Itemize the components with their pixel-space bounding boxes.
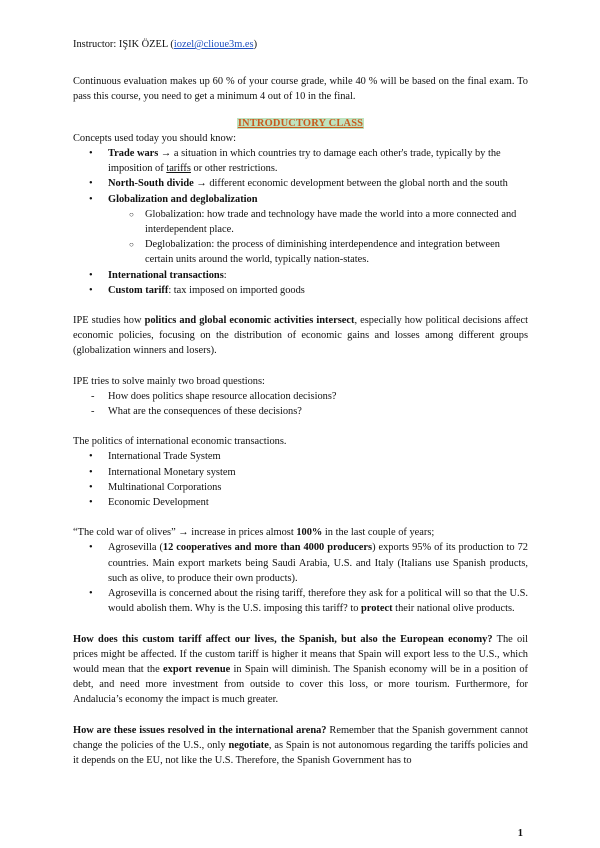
bold-question: How does this custom tariff affect our lives, the Spanish, but also the European economy? [73, 633, 493, 645]
term-international-transactions: International transactions [108, 269, 224, 281]
bold-phrase: export revenue [163, 663, 231, 675]
term-north-south: North-South divide [108, 178, 194, 190]
list-item: ○ Deglobalization: the process of diminishing interdependence and integration between certain units around the world, typically nation-states. [73, 237, 528, 267]
bold-phrase: 12 cooperatives and more than 4000 producers [162, 542, 373, 554]
list-item: • International Trade System [73, 449, 528, 464]
body-text: Agrosevilla is concerned about the rising tariff, therefore they ask for a political will so that the U.S. would abolish them. Why is the U.S. imposing this tariff? to [108, 588, 528, 615]
list-item: ○ Globalization: how trade and technology have made the world into a more connected and interdependent place. [73, 207, 528, 237]
list-item [73, 192, 528, 207]
arrow-icon: → [158, 148, 174, 160]
bold-phrase: negotiate [228, 739, 269, 751]
list-item [73, 540, 528, 586]
evaluation-paragraph: Continuous evaluation makes up 60 % of your course grade, while 40 % will be based on the final exam. To pass this course, you need to get a minimum 4 out of 10 in the final. [73, 76, 528, 103]
ipe-paragraph [73, 313, 528, 359]
concepts-list [73, 146, 528, 207]
body-text: IPE studies how [73, 315, 145, 327]
page-content [73, 37, 528, 768]
body-text: The oil prices might be affected. If the custom tariff is higher it means that Spain will export less to the U.S., which would mean that the [73, 633, 528, 675]
body-text: “The cold war of olives” → increase in prices almost [73, 527, 297, 539]
list-item [73, 146, 528, 176]
section-title-wrap [73, 116, 528, 131]
body-text: in Spain will diminish. The Spanish economy will be in a position of debt, and need more investment from outside to cover this loss, or more tourism. Furthermore, for Andalucia’s economy the impact is much greater. [73, 663, 528, 706]
body-text: ) exports 95% of its production to 72 countries. Main export markets being Saudi Arabia, U.S. and Italy (Italians use Spanish products, such as olive, to produce their own products). [108, 542, 528, 584]
list-item [73, 176, 528, 191]
concepts-list-continued [73, 268, 528, 298]
list-item: - How does politics shape resource allocation decisions? [73, 389, 528, 404]
list-item: • Multinational Corporations [73, 480, 528, 495]
section-title: INTRODUCTORY CLASS [237, 117, 364, 129]
body-text: Agrosevilla ( [108, 542, 163, 554]
concepts-intro: Concepts used today you should know: [73, 132, 237, 144]
olives-intro [73, 525, 528, 540]
instructor-close: ) [253, 39, 258, 50]
globalization-sublist [73, 207, 528, 268]
list-item: • International Monetary system [73, 465, 528, 480]
bold-phrase: protect [361, 603, 393, 615]
list-item: • Economic Development [73, 495, 528, 510]
page-number: 1 [517, 828, 523, 839]
body-text: , as Spain is not autonomous regarding the tariffs policies and it depends on the EU, not like the U.S. Therefore, the Spanish Government has to [73, 739, 529, 766]
instructor-line [73, 37, 528, 52]
list-item [73, 268, 528, 283]
instructor-label: Instructor: IŞIK ÖZEL ( [73, 39, 174, 50]
term-custom-tariff: Custom tariff [108, 284, 169, 296]
bold-phrase: politics and global economic activities intersect [144, 315, 355, 327]
instructor-email-link[interactable]: iozel@clioue3m.es [173, 39, 254, 50]
transactions-list [73, 449, 528, 510]
list-item [73, 283, 528, 298]
arena-question-paragraph [73, 723, 528, 769]
transactions-intro: The politics of international economic transactions. [73, 436, 287, 448]
ipe-questions-intro: IPE tries to solve mainly two broad questions: [73, 375, 265, 387]
body-text: Remember that the Spanish government cannot change the policies of the U.S., only [73, 724, 528, 751]
term-globalization: Globalization and deglobalization [108, 193, 258, 205]
body-text: in the last couple of years; [322, 527, 435, 539]
definition-text: or other restrictions. [190, 163, 278, 175]
bold-question: How are these issues resolved in the international arena? [73, 724, 327, 736]
tariff-question-paragraph [73, 632, 528, 708]
body-text: their national olive products. [392, 603, 515, 615]
olives-list [73, 540, 528, 616]
bold-phrase: 100% [296, 527, 323, 539]
definition-text: : tax imposed on imported goods [168, 284, 305, 296]
definition-text: different economic development between the global north and the south [209, 178, 508, 190]
list-item: - What are the consequences of these decisions? [73, 404, 528, 419]
list-item [73, 586, 528, 616]
tariffs-word: tariffs [166, 163, 191, 175]
ipe-questions-list [73, 389, 528, 419]
term-trade-wars: Trade wars [108, 148, 159, 160]
body-text: , especially how political decisions affect economic policies, focusing on the distribution of economic gains and losses among different groups (globalization winners and losers). [73, 315, 529, 357]
colon-text: : [223, 269, 227, 281]
definition-text: a situation in which countries try to damage each other's trade, typically by the imposition of [108, 148, 501, 175]
arrow-icon: → [193, 178, 210, 190]
